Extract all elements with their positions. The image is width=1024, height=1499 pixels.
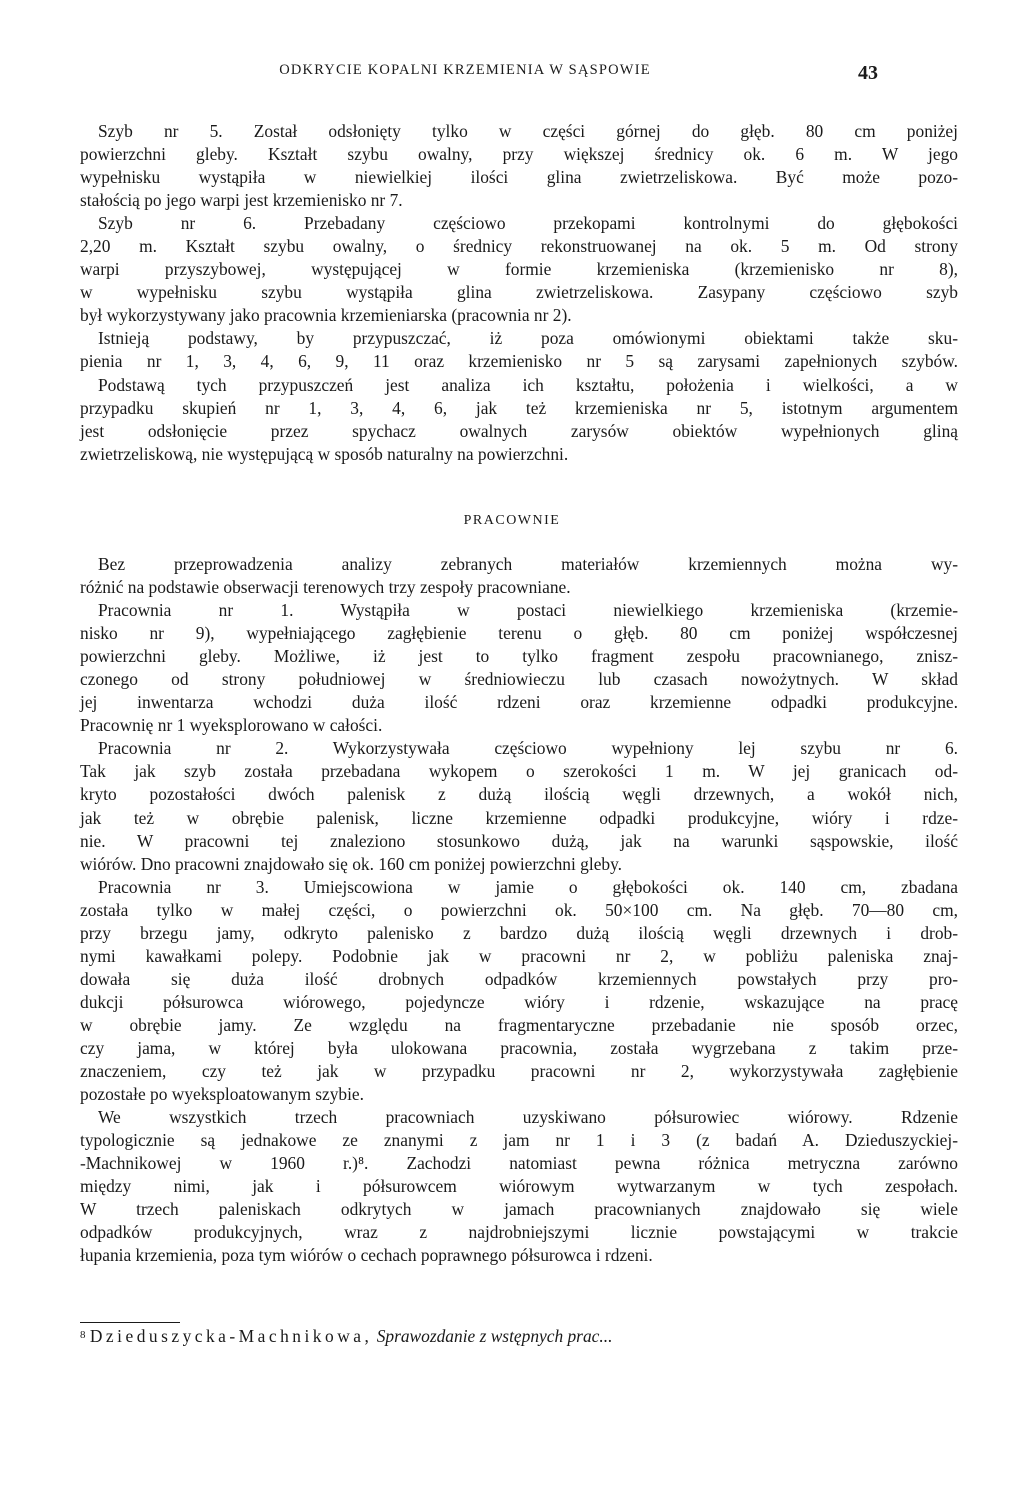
text-line: był wykorzystywany jako pracownia krzemieniarska (pracownia nr 2). [80,305,572,326]
text-line: odpadków produkcyjnych, wraz z najdrobniejszymi licznie powstającymi w trakcie [80,1222,958,1243]
text-line: powierzchni gleby. Kształt szybu owalny, przy większej średnicy ok. 6 m. W jego [80,144,958,165]
footnote-author: Dzieduszycka-Machnikowa, [89,1326,373,1346]
text-line: We wszystkich trzech pracowniach uzyskiwano półsurowiec wiórowy. Rdzenie [98,1107,958,1128]
text-line: wypełnisku wystąpiła w niewielkiej ilości glina zwietrzeliskowa. Być może pozo- [80,167,958,188]
text-line: przypadku skupień nr 1, 3, 4, 6, jak też krzemieniska nr 5, istotnym argumentem [80,397,958,418]
text-line: pienia nr 1, 3, 4, 6, 9, 11 oraz krzemienisko nr 5 są zarysami zapełnionych szybów. [80,351,958,372]
text-line: jak też w obrębie palenisk, liczne krzemienne odpadki produkcyjne, wióry i rdze- [80,807,958,828]
text-line: nisko nr 9), wypełniającego zagłębienie terenu o głęb. 80 cm poniżej współczesnej [80,623,958,644]
text-line: Bez przeprowadzenia analizy zebranych materiałów krzemiennych można wy- [98,554,958,574]
text-line: Pracownia nr 3. Umiejscowiona w jamie o głębokości ok. 140 cm, zbadana [98,876,958,897]
text-line: typologicznie są jednakowe ze znanymi z jam nr 1 i 3 (z badań A. Dzieduszyckiej- [80,1130,958,1151]
text-line: Tak jak szyb została przebadana wykopem o szerokości 1 m. W jej granicach od- [80,761,958,782]
text-line: Pracownia nr 2. Wykorzystywała częściowo wypełniony lej szybu nr 6. [98,738,958,759]
text-line: znaczeniem, czy też jak w przypadku pracowni nr 2, wykorzystywała zagłębienie [80,1061,958,1082]
text-line: jest odsłonięcie przez spychacz owalnych zarysów obiektów wypełnionych gliną [80,420,958,441]
text-line: powierzchni gleby. Możliwe, iż jest to tylko fragment zespołu pracownianego, znisz- [80,646,958,667]
page-number: 43 [858,62,878,84]
text-line: przy brzegu jamy, odkryto palenisko z bardzo dużą ilością węgli drzewnych i drob- [80,922,958,943]
text-line: 2,20 m. Kształt szybu owalny, o średnicy rekonstruowanej na ok. 5 m. Od strony [80,236,958,257]
text-line: czonego od strony południowej w średniowieczu lub czasach nowożytnych. W skład [80,669,958,690]
text-line: Szyb nr 6. Przebadany częściowo przekopami kontrolnymi do głębokości [98,213,958,234]
text-line: nie. W pracowni tej znaleziono stosunkowo dużą, jak na warunki sąspowskie, ilość [80,830,958,851]
footnote [80,1323,612,1347]
text-line: w obrębie jamy. Ze względu na fragmentaryczne przebadanie nie sposób orzec, [80,1014,958,1035]
text-line: łupania krzemienia, poza tym wiórów o cechach poprawnego półsurowca i rdzeni. [80,1245,653,1266]
section-heading: PRACOWNIE [463,513,561,528]
text-line: Szyb nr 5. Został odsłonięty tylko w części górnej do głęb. 80 cm poniżej [98,121,958,141]
text-line: Podstawą tych przypuszczeń jest analiza ich kształtu, położenia i wielkości, a w [98,374,958,395]
text-line: kryto pozostałości dwóch palenisk z dużą ilością węgli drzewnych, a wokół nich, [80,784,958,805]
text-line: warpi przyszybowej, występującej w formie krzemieniska (krzemienisko nr 8), [80,259,958,280]
text-line: -Machnikowej w 1960 r.)⁸. Zachodzi natomiast pewna różnica metryczna zarówno [80,1153,958,1174]
text-line: nymi kawałkami polepy. Podobnie jak w pracowni nr 2, w pobliżu paleniska znaj- [80,945,958,966]
text-line: Pracownia nr 1. Wystąpiła w postaci niewielkiego krzemieniska (krzemie- [98,600,958,621]
text-line: została tylko w małej części, o powierzchni ok. 50×100 cm. Na głęb. 70—80 cm, [80,899,958,920]
running-title: ODKRYCIE KOPALNI KRZEMIENIA W SĄSPOWIE [279,62,651,78]
text-line: stałością po jego warpi jest krzemienisko nr 7. [80,190,403,211]
text-line: jej inwentarza wchodzi duża ilość rdzeni oraz krzemienne odpadki produkcyjne. [80,692,958,713]
footnote-title: Sprawozdanie z wstępnych prac... [376,1326,613,1346]
text-line: Pracownię nr 1 wyeksplorowano w całości. [80,715,383,736]
text-line: różnić na podstawie obserwacji terenowych trzy zespoły pracowniane. [80,577,571,598]
text-line: pozostałe po wyeksploatowanym szybie. [80,1084,364,1105]
text-line: W trzech paleniskach odkrytych w jamach pracownianych znajdowało się wiele [80,1199,958,1220]
text-line: między nimi, jak i półsurowcem wiórowym wytwarzanym w tych zespołach. [80,1176,958,1197]
text-line: dukcji półsurowca wiórowego, pojedyncze wióry i rdzenie, wskazujące na pracę [80,991,958,1012]
text-line: czy jama, w której była ulokowana pracownia, została wygrzebana z takim prze- [80,1037,958,1058]
text-line: dowała się duża ilość drobnych odpadków krzemiennych powstałych przy pro- [80,968,958,989]
text-line: zwietrzeliskową, nie występującą w sposób naturalny na powierzchni. [80,443,569,464]
text-line: wiórów. Dno pracowni znajdowało się ok. 160 cm poniżej powierzchni gleby. [80,853,623,874]
body-text-section-2 [80,553,958,1267]
text-line: Istnieją podstawy, by przypuszczać, iż poza omówionymi obiektami także sku- [98,328,958,349]
body-text-section-1 [80,120,958,466]
text-line: w wypełnisku szybu wystąpiła glina zwietrzeliskowa. Zasypany częściowo szyb [80,282,958,303]
footnote-marker: 8 [80,1329,86,1341]
